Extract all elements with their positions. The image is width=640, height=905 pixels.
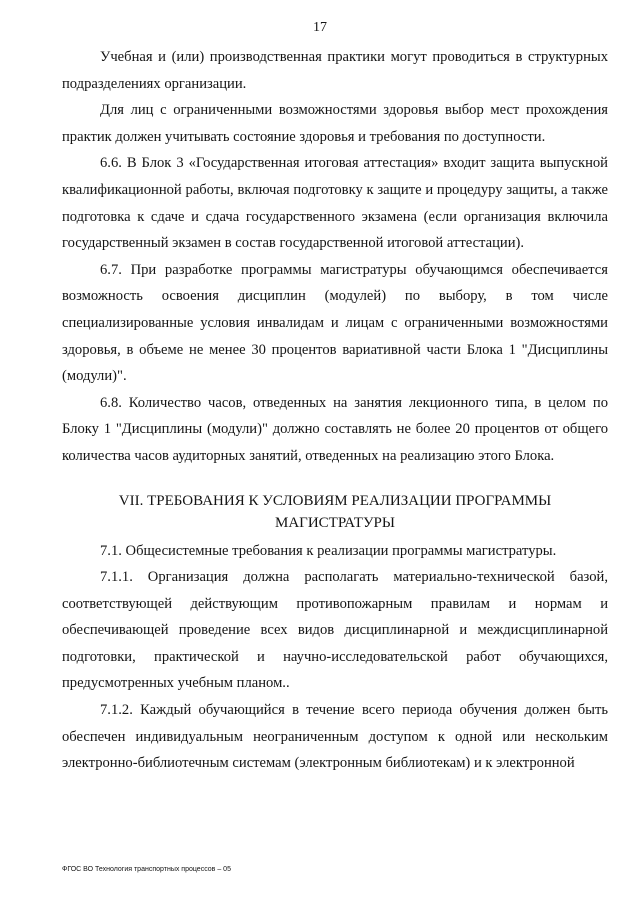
paragraph-7-1-1: 7.1.1. Организация должна располагать материально-технической базой, соответствующей действующим противопожарным правилам и нормам и обеспечивающей проведение всех видов дисциплинарной и междисциплинарной подготовки, практической и научно-исследовательской работ обучающихся, предусмотренных учебным планом..	[62, 569, 608, 692]
document-body	[62, 44, 608, 777]
paragraph-7-1-2: 7.1.2. Каждый обучающийся в течение всего периода обучения должен быть обеспечен индивидуальным неограниченным доступом к одной или нескольким электронно-библиотечным системам (электронным библиотекам) и к электронной	[62, 702, 608, 772]
page-number: 17	[313, 20, 327, 35]
paragraph-6-6: 6.6. В Блок 3 «Государственная итоговая аттестация» входит защита выпускной квалификационной работы, включая подготовку к защите и процедуру защиты, а также подготовка к сдаче и сдача государственного экзамена (если организация включила государственный экзамен в состав государственной итоговой аттестации).	[62, 155, 608, 252]
paragraph-6-7: 6.7. При разработке программы магистратуры обучающимся обеспечивается возможность освоения дисциплин (модулей) по выбору, в том числе специализированные условия инвалидам и лицам с ограниченными возможностями здоровья, в объеме не менее 30 процентов вариативной части Блока 1 "Дисциплины (модули)".	[62, 261, 608, 385]
paragraph-disabled-practice: Для лиц с ограниченными возможностями здоровья выбор мест прохождения практик должен учитывать состояние здоровья и требования по доступности.	[62, 102, 608, 145]
paragraph-practice-location: Учебная и (или) производственная практики могут проводиться в структурных подразделениях организации.	[62, 49, 608, 92]
paragraph-7-1: 7.1. Общесистемные требования к реализации программы магистратуры.	[100, 542, 557, 559]
section-heading: VII. ТРЕБОВАНИЯ К УСЛОВИЯМ РЕАЛИЗАЦИИ ПРОГРАММЫ МАГИСТРАТУРЫ	[118, 492, 552, 531]
paragraph-6-8: 6.8. Количество часов, отведенных на занятия лекционного типа, в целом по Блоку 1 "Дисциплины (модули)" должно составлять не более 20 процентов от общего количества часов аудиторных занятий, отведенных на реализацию этого Блока.	[62, 394, 608, 464]
page-footer: ФГОС ВО Технология транспортных процессов – 05	[62, 866, 231, 873]
